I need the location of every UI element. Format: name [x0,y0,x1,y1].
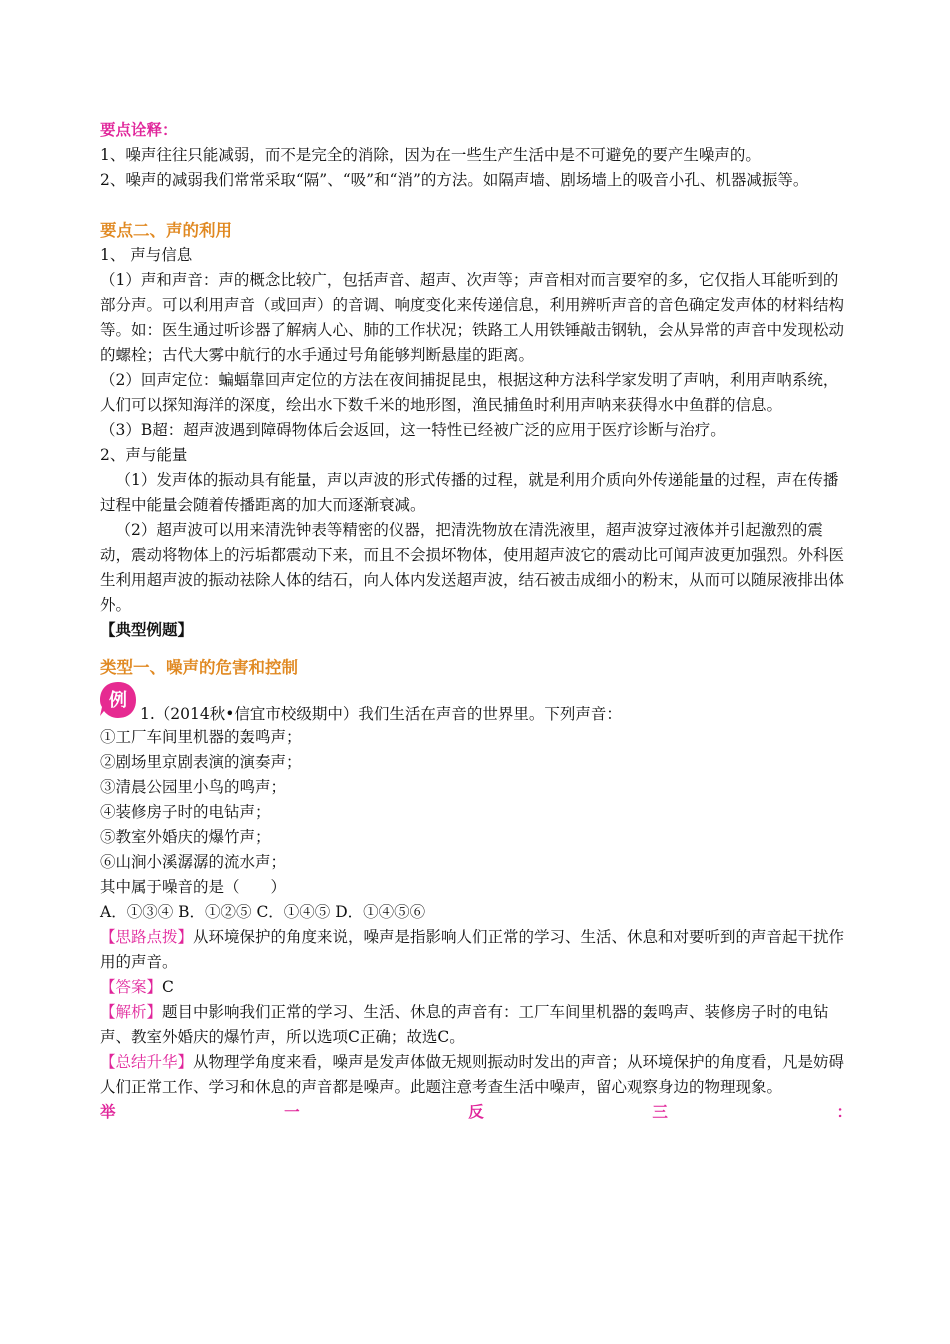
footer-char-3: 反 [468,1103,484,1121]
option-6: ⑥山涧小溪潺潺的流水声； [100,853,287,871]
question-prompt: 其中属于噪音的是（ ） [100,878,287,896]
example-badge-icon [98,680,138,720]
footer-heading [100,1100,852,1125]
section2-p3: （3）B超：超声波遇到障碍物体后会返回，这一特性已经被广泛的应用于医疗诊断与治疗。 [100,421,726,439]
answer-paragraph [100,975,852,1000]
summary-label: 【总结升华】 [100,1053,194,1071]
option-4: ④装修房子时的电钻声； [100,803,271,821]
analysis-label: 【解析】 [100,1003,163,1021]
analysis-paragraph [100,1000,852,1050]
section2-p5: （2）超声波可以用来清洗钟表等精密的仪器，把清洗物放在清洗液里，超声波穿过液体并引起激烈的震动，震动将物体上的污垢都震动下来，而且不会损坏物体，使用超声波它的震动比可闻声波更加强烈。外科医生利用超声波的振动祛除人体的结石，向人体内发送超声波，结石被击成细小的粉末，从而可以随尿液排出体外。 [100,521,845,614]
section2-p2: （2）回声定位：蝙蝠靠回声定位的方法在夜间捕捉昆虫，根据这种方法科学家发明了声呐，利用声呐系统，人们可以探知海洋的深度，绘出水下数千米的地形图，渔民捕鱼时利用声呐来获得水中鱼群的信息。 [100,371,839,414]
note-item-2: 2、噪声的减弱我们常常采取“隔”、“吸”和“消”的方法。如隔声墙、剧场墙上的吸音小孔、机器减振等。 [100,171,809,189]
question-stem: 1.（2014秋•信宜市校级期中）我们生活在声音的世界里。下列声音： [140,705,622,723]
note-item-1: 1、噪声往往只能减弱，而不是完全的消除，因为在一些生产生活中是不可避免的要产生噪声的。 [100,146,761,164]
section2-title: 要点二、声的利用 [100,221,232,240]
analysis-text: 题目中影响我们正常的学习、生活、休息的声音有：工厂车间里机器的轰鸣声、装修房子时的电钻声、教室外婚庆的爆竹声，所以选项C正确；故选C。 [100,1003,829,1046]
summary-paragraph [100,1050,852,1100]
option-2: ②剧场里京剧表演的演奏声； [100,753,302,771]
section2-p1: （1）声和声音：声的概念比较广，包括声音、超声、次声等；声音相对而言要窄的多，它仅指人耳能听到的部分声。可以利用声音（或回声）的音调、响度变化来传递信息，利用辨听声音的音色确定发声体的材料结构等。如：医生通过听诊器了解病人心、肺的工作状况；铁路工人用铁锤敲击钢轨，会从异常的声音中发现松动的螺栓；古代大雾中航行的水手通过号角能够判断悬崖的距离。 [100,271,845,364]
notes-title: 要点诠释： [100,121,178,139]
example-row [100,680,852,725]
footer-char-2: 一 [284,1103,300,1121]
answer-text: C [162,978,174,996]
footer-char-1: 举 [100,1103,116,1121]
section2-p4: （1）发声体的振动具有能量，声以声波的形式传播的过程，就是利用介质向外传递能量的过程，声在传播过程中能量会随着传播距离的加大而逐渐衰减。 [100,471,839,514]
answer-label: 【答案】 [100,978,163,996]
type1-title: 类型一、噪声的危害和控制 [100,658,298,677]
summary-text: 从物理学角度来看，噪声是发声体做无规则振动时发出的声音；从环境保护的角度看，凡是妨碍人们正常工作、学习和休息的声音都是噪声。此题注意考查生活中噪声，留心观察身边的物理现象。 [100,1053,845,1096]
hint-label: 【思路点拨】 [100,928,194,946]
answer-choices: A．①③④ B．①②⑤ C．①④⑤ D．①④⑤⑥ [100,903,426,921]
document-page [100,118,852,1125]
option-1: ①工厂车间里机器的轰鸣声； [100,728,302,746]
hint-paragraph [100,925,852,975]
option-5: ⑤教室外婚庆的爆竹声； [100,828,271,846]
section2-sub2: 2、声与能量 [100,446,188,464]
option-3: ③清晨公园里小鸟的鸣声； [100,778,287,796]
footer-char-5: ： [836,1103,852,1121]
examples-header: 【典型例题】 [100,621,194,639]
example-badge-label: 例 [109,690,127,711]
section2-sub1: 1、 声与信息 [100,246,193,264]
footer-char-4: 三 [652,1103,668,1121]
hint-text: 从环境保护的角度来说，噪声是指影响人们正常的学习、生活、休息和对要听到的声音起干扰作用的声音。 [100,928,845,971]
